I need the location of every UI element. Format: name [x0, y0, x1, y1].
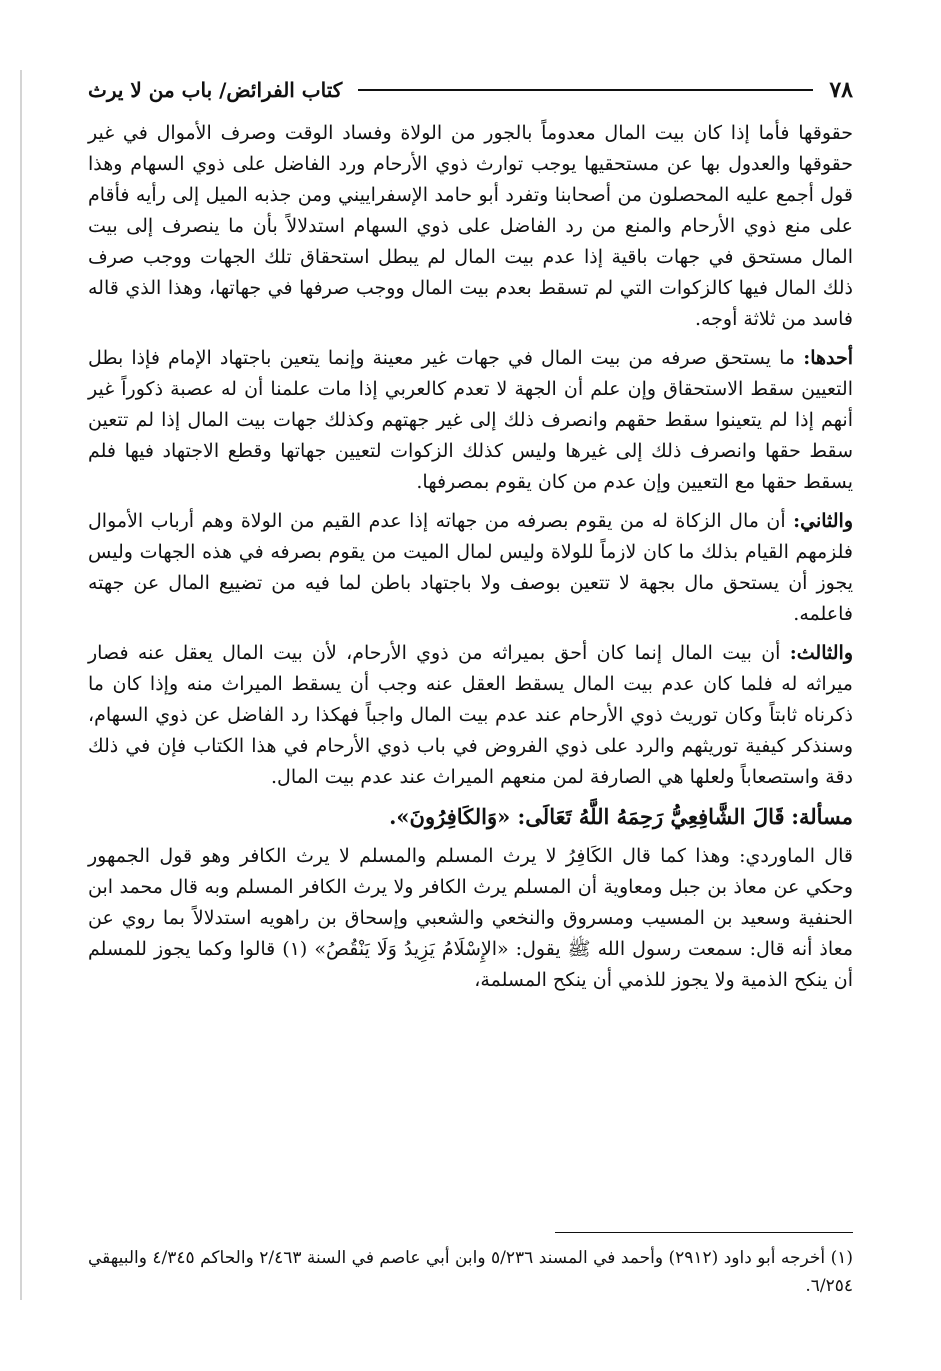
second-reason-lead: والثاني:	[793, 510, 853, 532]
paragraph-second-reason	[88, 506, 853, 630]
header-rule	[358, 89, 813, 91]
paragraph-1: حقوقها فأما إذا كان بيت المال معدوماً بالجور من الولاة وفساد الوقت وصرف الأموال في غير حقوقها والعدول بها عن مستحقيها يوجب توارث ذوي الأرحام ورد الفاضل على ذوي السهام وهذا قول أجمع عليه المحصلون من أصحابنا وتفرد أبو حامد الإسفراييني ومن جذبه الميل إلى رأيه فأقام على منع ذوي الأرحام والمنع من رد الفاضل على ذوي السهام استدلالاً بأن ما ينصرف إلى بيت المال مستحق في جهات باقية إذا عدم بيت المال لم يبطل استحقاق تلك الجهات ووجب صرف ذلك المال فيها كالزكوات التي لم تسقط بعدم بيت المال ووجب صرفها في جهاتها، وهذا الذي قاله فاسد من ثلاثة أوجه.	[88, 122, 853, 330]
paragraph-third-reason	[88, 638, 853, 793]
running-header	[88, 74, 853, 106]
left-margin-shadow	[20, 70, 22, 1300]
running-title: كتاب الفرائض/ باب من لا يرث	[88, 78, 343, 102]
paragraph-first-reason	[88, 343, 853, 498]
footnote: (١) أخرجه أبو داود (٢٩١٢) وأحمد في المسند ٥/٢٣٦ وابن أبي عاصم في السنة ٢/٤٦٣ والحاكم ٤/٣٤٥ والبيهقي ٦/٢٥٤.	[88, 1248, 853, 1296]
third-reason-text: أن بيت المال إنما كان أحق بميراثه من ذوي الأرحام، لأن بيت المال يعقل عنه فصار ميراثه له فلما كان عدم بيت المال يسقط العقل عنه وجب أن يسقط الميراث منه وإذا كان ما ذكرناه ثابتاً وكان توريث ذوي الأرحام عند عدم بيت المال واجباً فهكذا رد الفاضل عن ذوي السهام، وسنذكر كيفية توريثهم والرد على ذوي الفروض في باب ذوي الأرحام في هذا الكتاب فإن في ذلك دقة واستصعاباً ولعلها هي الصارفة لمن منعهم الميراث عند عدم بيت المال.	[88, 642, 853, 788]
first-reason-text: ما يستحق صرفه من بيت المال في جهات غير معينة وإنما يتعين باجتهاد الإمام فإذا بطل التعيين سقط الاستحقاق وإن علم أن الجهة لا تعدم كالعربي إذا مات علمنا أن له عصبة ذكوراً غير أنهم إذا لم يتعينوا سقط حقهم وانصرف ذلك إلى غير جهتهم وكذلك جهات بيت المال إذا لم تتعين سقط حقها وانصرف ذلك إلى غيرها وليس كذلك الزكوات لتعيين جهاتها وقطع الاجتهاد فيها فلم يسقط حقها مع التعيين وإن عدم من كان يقوم بمصرفها.	[88, 347, 853, 493]
issue-lead: مسألة:	[791, 804, 853, 829]
issue-quote: قَالَ الشَّافِعِيُّ رَحِمَهُ اللَّهُ تَعَالَى: «وَالكَافِرُونَ».	[389, 804, 785, 829]
second-reason-text: أن مال الزكاة له من يقوم بصرفه من جهاته إذا عدم القيم من الولاة وهم أرباب الأموال فلزمهم القيام بذلك ما كان لازماً للولاة وليس لمال الميت من يقوم بصرفه في هذه الجهات وليس يجوز أن يستحق مال بجهة لا تتعين بوصف ولا باجتهاد باطن لما فيه من تضييع المال عن جهته فاعلمه.	[88, 510, 854, 625]
first-reason-lead: أحدها:	[803, 347, 854, 369]
third-reason-lead: والثالث:	[789, 642, 853, 664]
paragraph-mawardi: قال الماوردي: وهذا كما قال الكَافِرُ لا يرث المسلم والمسلم لا يرث الكافر وهو قول الجمهور وحكي عن معاذ بن جبل ومعاوية أن المسلم يرث الكافر ولا يرث الكافر المسلم وبه قال محمد ابن الحنفية وسعيد بن المسيب ومسروق والنخعي والشعبي وإسحاق بن راهويه استدلالاً بما روي عن معاذ أنه قال: سمعت رسول الله ﷺ يقول: «الإِسْلَامُ يَزِيدُ وَلَا يَنْقُصُ» (١) قالوا وكما يجوز للمسلم أن ينكح الذمية ولا يجوز للذمي أن ينكح المسلمة،	[88, 845, 854, 991]
page-number: ٧٨	[829, 77, 853, 103]
issue-heading	[88, 801, 853, 833]
main-text	[88, 118, 853, 1004]
